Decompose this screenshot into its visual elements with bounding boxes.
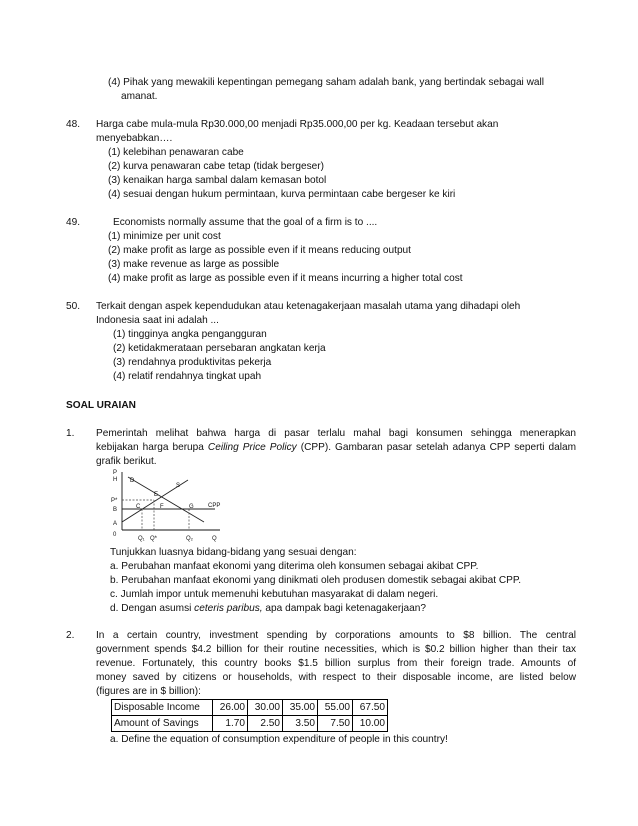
table-row <box>112 716 388 732</box>
q48-stem: Harga cabe mula-mula Rp30.000,00 menjadi Rp35.000,00 per kg. Keadaan tersebut akan <box>96 119 499 130</box>
q48-option-1: (1) kelebihan penawaran cabe <box>108 147 244 158</box>
label-a: A <box>113 521 118 527</box>
table-row-label: Disposable Income <box>112 700 213 716</box>
table-cell: 3.50 <box>283 716 318 732</box>
label-cpp: CPP <box>208 503 221 509</box>
e1-item-d <box>110 602 426 616</box>
e1-item-d-pre: d. Dengan asumsi <box>110 603 195 614</box>
q48-option-3: (3) kenaikan harga sambal dalam kemasan botol <box>108 175 327 186</box>
e1-item-d-term: ceteris paribus, <box>194 603 263 614</box>
table-cell: 10.00 <box>353 716 388 732</box>
table-cell: 30.00 <box>248 700 283 716</box>
q48-number: 48. <box>66 119 81 130</box>
q48-stem-cont: menyebabkan…. <box>96 133 173 144</box>
q49-option-1: (1) minimize per unit cost <box>108 231 221 242</box>
q50-option-4: (4) relatif rendahnya tingkat upah <box>113 371 262 382</box>
e1-line-3: grafik berikut. <box>96 456 157 467</box>
label-q2: Q₂ <box>186 536 193 542</box>
q48-option-2: (2) kurva penawaran cabe tetap (tidak bergeser) <box>108 161 325 172</box>
table-row <box>112 700 388 716</box>
label-p-star: P* <box>111 498 118 504</box>
e2-line-3: revenue. Fortunately, this country books $1.5 billion surplus from their foreign trade. Amounts of <box>96 658 576 669</box>
e1-item-a: a. Perubahan manfaat ekonomi yang diterima oleh konsumen sebagai akibat CPP. <box>110 561 479 572</box>
q49-stem: Economists normally assume that the goal of a firm is to .... <box>113 217 378 228</box>
label-q1: Q₁ <box>138 536 145 542</box>
table-cell: 7.50 <box>318 716 353 732</box>
table-cell: 1.70 <box>213 716 248 732</box>
e1-item-b: b. Perubahan manfaat ekonomi yang dinikmati oleh produsen domestik sebagai akibat CPP. <box>110 575 522 586</box>
e2-line-5: (figures are in $ billion): <box>96 686 201 697</box>
table-cell: 55.00 <box>318 700 353 716</box>
e1-line-2 <box>96 441 576 455</box>
e1-line-2-pre: kebijakan harga berupa <box>96 442 208 453</box>
label-g: G <box>189 504 194 510</box>
e2-line-4: money saved by citizens or households, with respect to their disposable income, are listed below <box>96 672 576 683</box>
q50-option-3: (3) rendahnya produktivitas pekerja <box>113 357 272 368</box>
q50-option-1: (1) tingginya angka pengangguran <box>113 329 267 340</box>
label-q: Q <box>212 536 217 542</box>
table-cell: 2.50 <box>248 716 283 732</box>
label-d: D <box>130 478 135 484</box>
q50-number: 50. <box>66 301 81 312</box>
e1-line-2-term: Ceiling Price Policy <box>207 442 297 453</box>
savings-table <box>111 699 388 732</box>
table-row-label: Amount of Savings <box>112 716 213 732</box>
label-s: S <box>176 483 181 489</box>
label-e: E <box>154 492 159 498</box>
demand-curve <box>128 477 204 522</box>
table-cell: 26.00 <box>213 700 248 716</box>
cpp-market-graph <box>110 468 240 544</box>
table-cell: 35.00 <box>283 700 318 716</box>
label-h: H <box>113 477 118 483</box>
q49-option-4: (4) make profit as large as possible even if it means incurring a higher total cost <box>108 273 463 284</box>
q48-option-4: (4) sesuai dengan hukum permintaan, kurva permintaan cabe bergeser ke kiri <box>108 189 456 200</box>
e1-line-2-post: (CPP). Gambaran pasar setelah adanya CPP seperti dalam <box>296 442 577 453</box>
q50-stem-cont: Indonesia saat ini adalah ... <box>96 315 219 326</box>
essay-heading: SOAL URAIAN <box>66 400 136 411</box>
q47-option-4-cont: amanat. <box>121 91 158 102</box>
q47-option-4: (4) Pihak yang mewakili kepentingan pemegang saham adalah bank, yang bertindak sebagai wall <box>108 77 544 88</box>
q49-option-3: (3) make revenue as large as possible <box>108 259 280 270</box>
table-cell: 67.50 <box>353 700 388 716</box>
label-q-star: Q* <box>150 536 158 542</box>
e1-item-c: c. Jumlah impor untuk memenuhi kebutuhan masyarakat di dalam negeri. <box>110 589 439 600</box>
label-c: C <box>136 504 141 510</box>
e2-item-a: a. Define the equation of consumption expenditure of people in this country! <box>110 734 448 745</box>
e1-line-1: Pemerintah melihat bahwa harga di pasar terlalu mahal bagi konsumen sehingga menerapkan <box>96 428 576 439</box>
e1-item-d-post: apa dampak bagi ketenagakerjaan? <box>262 603 426 614</box>
e1-prompt: Tunjukkan luasnya bidang-bidang yang sesuai dengan: <box>110 547 357 558</box>
e2-line-2: government spends $4.2 billion for their routine necessities, which is $0.2 billion higher than their tax <box>96 644 576 655</box>
q49-number: 49. <box>66 217 81 228</box>
label-b: B <box>113 507 118 513</box>
e2-number: 2. <box>66 630 75 641</box>
q50-stem: Terkait dengan aspek kependudukan atau ketenagakerjaan masalah utama yang dihadapi oleh <box>96 301 521 312</box>
label-origin: 0 <box>113 532 117 538</box>
q50-option-2: (2) ketidakmerataan persebaran angkatan kerja <box>113 343 326 354</box>
q49-option-2: (2) make profit as large as possible even if it means reducing output <box>108 245 411 256</box>
label-f: F <box>160 504 164 510</box>
e2-line-1: In a certain country, investment spending by corporations amounts to $8 billion. The central <box>96 630 576 641</box>
e1-number: 1. <box>66 428 75 439</box>
label-p: P <box>113 470 118 476</box>
